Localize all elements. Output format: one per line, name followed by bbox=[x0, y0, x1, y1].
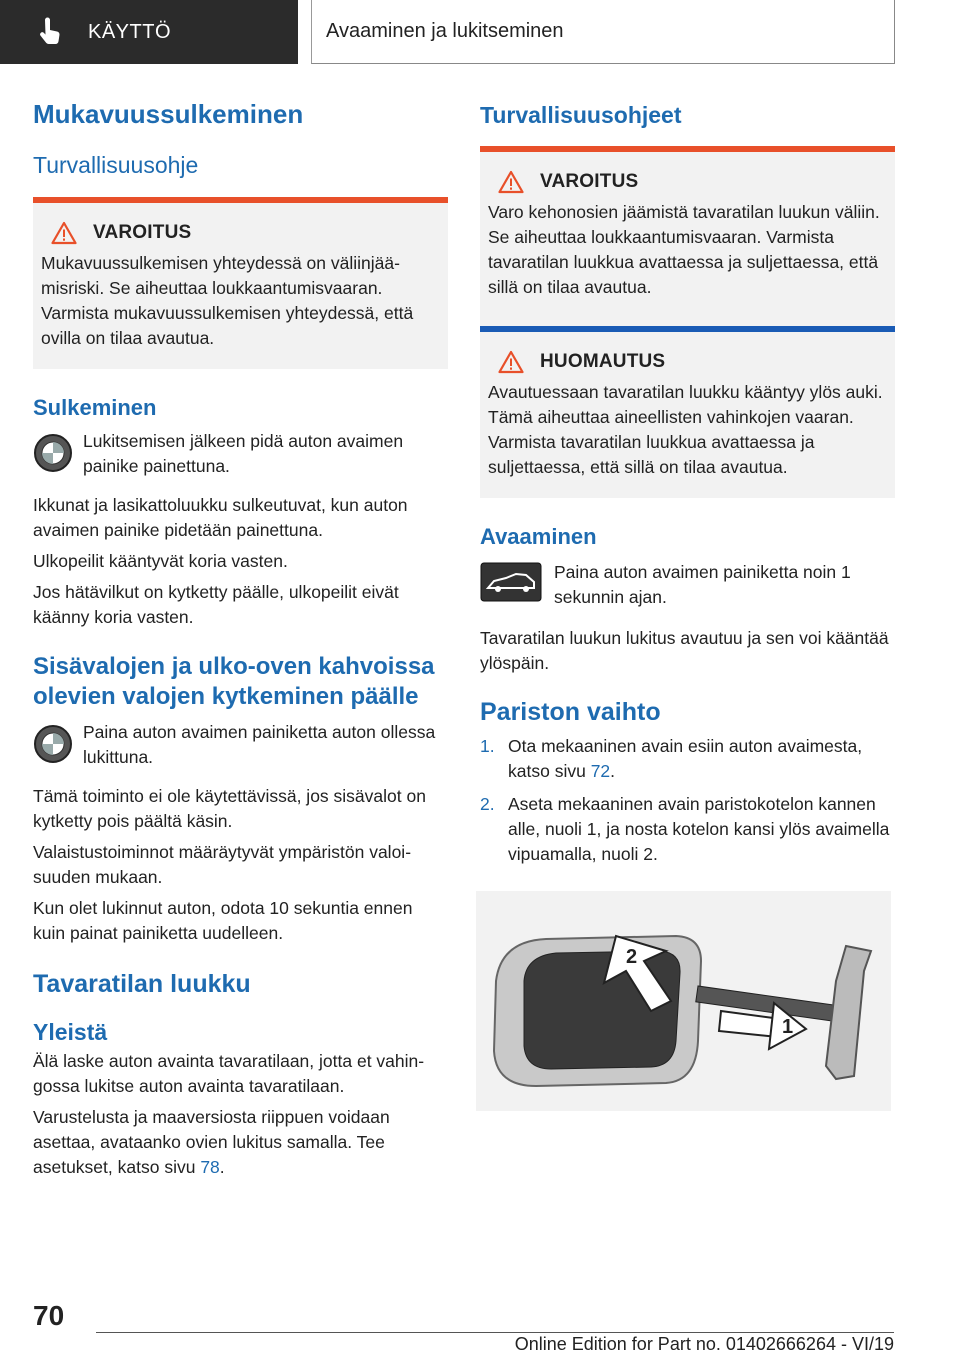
car-key-logo-icon bbox=[33, 724, 73, 764]
heading-battery-replacement: Pariston vaihto bbox=[480, 697, 661, 726]
section-label: KÄYTTÖ bbox=[88, 20, 172, 43]
warning-box-comfort bbox=[33, 197, 448, 369]
battery-steps bbox=[480, 734, 895, 867]
key-battery-figure bbox=[476, 891, 891, 1111]
car-key-logo-icon bbox=[33, 433, 73, 473]
footer-edition: Online Edition for Part no. 01402666264 - VI/19 bbox=[514, 1334, 894, 1354]
heading-general: Yleistä bbox=[33, 1019, 108, 1046]
footer-divider bbox=[96, 1332, 894, 1333]
notice-title: HUOMAUTUS bbox=[540, 350, 666, 372]
chapter-title: Avaaminen ja lukitseminen bbox=[326, 20, 564, 42]
trunk-button-icon bbox=[480, 562, 542, 602]
arrow-label-1: 1 bbox=[782, 1016, 794, 1039]
opening-instruction: Paina auton avaimen painiketta noin 1 sekunnin ajan. bbox=[554, 561, 851, 607]
chapter-header bbox=[311, 0, 895, 64]
notice-box bbox=[480, 326, 895, 498]
heading-trunk-lid: Tavaratilan luukku bbox=[33, 970, 251, 999]
closing-paragraph-2: Ulkopeilit kääntyvät koria vasten. bbox=[33, 551, 288, 572]
lights-paragraph-3: Kun olet lukinnut auton, odota 10 sekuntia ennen kuin painat painiketta uudelleen. bbox=[33, 898, 413, 944]
warning-title: VAROITUS bbox=[540, 170, 639, 192]
page-link-78[interactable]: 78 bbox=[200, 1156, 220, 1177]
list-item: 1. Ota mekaaninen avain esiin auton avaimesta, katso sivu 72. bbox=[480, 736, 863, 782]
page-number: 70 bbox=[33, 1300, 65, 1331]
warning-triangle-icon bbox=[498, 170, 524, 194]
notice-text: Avautuessaan tavaratilan luukku kääntyy ylös auki. Tämä aiheuttaa aineellisten vahinkojen vaaran. Varmista tavaratilan luukkua avattaessa ja suljettaessa, että sillä on tilaa avautua. bbox=[488, 381, 883, 477]
right-column bbox=[480, 100, 895, 1111]
lights-paragraph-1: Tämä toiminto ei ole käytettävissä, jos sisävalot on kytketty pois päältä käsin. bbox=[33, 786, 426, 832]
lights-paragraph-2: Valaistustoiminnot määräytyvät ympäristön valoisuuden mukaan. bbox=[33, 842, 412, 888]
heading-safety-note: Turvallisuusohje bbox=[33, 151, 199, 178]
heading-opening: Avaaminen bbox=[480, 523, 597, 549]
closing-paragraph-1: Ikkunat ja lasikattoluukku sulkeutuvat, kun auton avaimen painike pidetään painettuna. bbox=[33, 495, 408, 541]
list-item: 2. Aseta mekaaninen avain paristokotelon kannen alle, nuoli 1, ja nosta kotelon kansi ylös avaimella vipuamalla, nuoli 2. bbox=[480, 794, 890, 865]
warning-triangle-icon bbox=[498, 350, 524, 374]
lights-instruction: Paina auton avaimen painiketta auton ollessa lukittuna. bbox=[83, 722, 436, 768]
left-column bbox=[33, 100, 448, 1180]
car-key-illustration bbox=[476, 891, 891, 1111]
heading-comfort-closing: Mukavuussulkeminen bbox=[33, 99, 304, 129]
general-paragraph-1: Älä laske auton avainta tavaratilaan, jotta et vahingossa lukitse auton avainta tavaratilaan. bbox=[33, 1050, 425, 1096]
warning-text: Varo kehonosien jäämistä tavaratilan luukun väliin. Se aiheuttaa loukkaantumisvaaran. Varmista tavaratilan luukkua avattaessa ja suljettaessa, että sillä on tilaa avautua. bbox=[488, 201, 880, 297]
hand-pointer-icon bbox=[36, 17, 66, 47]
warning-triangle-icon bbox=[51, 221, 77, 245]
warning-box-trunk bbox=[480, 146, 895, 326]
warning-text: Mukavuussulkemisen yhteydessä on väliinjäämisriski. Se aiheuttaa loukkaantumisvaaran. Varmista mukavuussulkemisen yhteydessä, että ovilla on tilaa avautua. bbox=[41, 253, 414, 349]
arrow-label-2: 2 bbox=[626, 946, 638, 969]
closing-paragraph-3: Jos hätävilkut on kytketty päälle, ulkopeilit eivät käänny koria vasten. bbox=[33, 582, 399, 628]
heading-safety-notes: Turvallisuusohjeet bbox=[480, 102, 682, 128]
warning-title: VAROITUS bbox=[93, 222, 192, 244]
heading-lights: Sisävalojen ja ulko-oven kahvoissa olevien valojen kytkeminen päälle bbox=[33, 653, 435, 711]
general-paragraph-2: Varustelusta ja maaversiosta riippuen voidaan asettaa, avataanko ovien lukitus samalla. Tee asetukset, katso sivu 78. bbox=[33, 1106, 390, 1177]
page-link-72[interactable]: 72 bbox=[590, 761, 611, 782]
heading-closing: Sulkeminen bbox=[33, 395, 157, 421]
opening-paragraph: Tavaratilan luukun lukitus avautuu ja sen voi kääntää ylöspäin. bbox=[480, 627, 889, 673]
closing-instruction: Lukitsemisen jälkeen pidä auton avaimen painike painettuna. bbox=[83, 431, 404, 477]
section-tab[interactable] bbox=[0, 0, 298, 64]
